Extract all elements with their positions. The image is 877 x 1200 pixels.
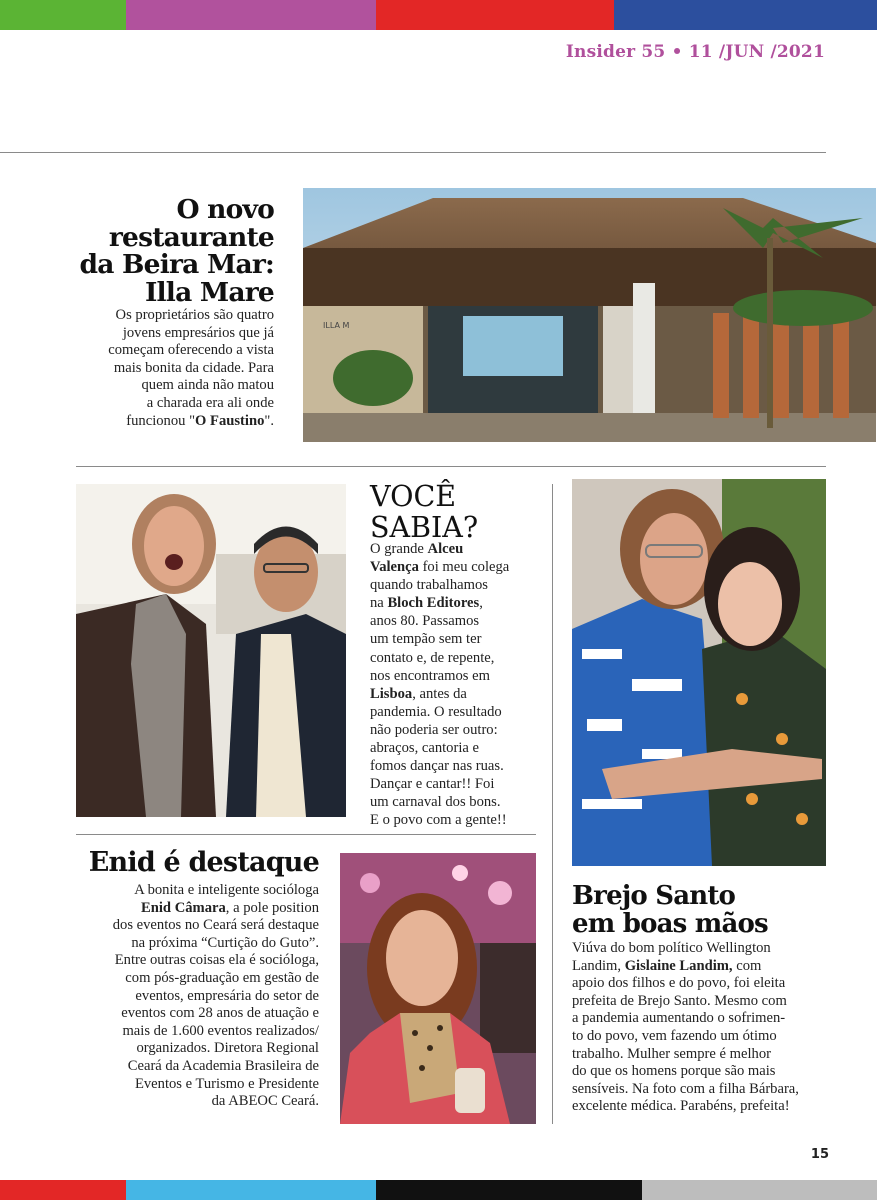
gislaine-landim-photo — [572, 479, 826, 866]
text-run: , a pole position — [225, 899, 319, 916]
voce-sabia-body — [370, 540, 545, 830]
voce-sabia-line: fomos dançar nas ruas. — [370, 758, 504, 775]
text-run: ". — [264, 412, 274, 429]
voce-sabia-line: anos 80. Passamos — [370, 613, 480, 630]
voce-sabia-headline — [370, 481, 540, 543]
brejo-headline-line: em boas mãos — [572, 909, 768, 939]
bottom-color-bar-black — [376, 1180, 642, 1200]
restaurant-sign-text: ILLA M — [323, 321, 350, 330]
section-divider-middle — [76, 834, 536, 835]
enid-line: com pós-graduação em gestão de — [125, 969, 319, 986]
enid-line: A bonita e inteligente socióloga — [134, 882, 319, 898]
enid-body — [49, 882, 319, 1111]
voce-sabia-line: um tempão sem ter — [370, 631, 482, 648]
voce-sabia-line: quando trabalhamos — [370, 577, 488, 594]
brejo-line: prefeita de Brejo Santo. Mesmo com — [572, 992, 787, 1009]
enid-line — [49, 900, 319, 918]
brejo-line — [572, 958, 834, 976]
faustino-bold: O Faustino — [195, 412, 265, 429]
header-divider — [0, 152, 826, 153]
bottom-color-bar-gray — [642, 1180, 877, 1200]
top-color-bar-blue — [614, 0, 877, 30]
restaurant-body-line: jovens empresários que já — [122, 324, 274, 341]
restaurant-headline-line: O novo — [176, 194, 274, 225]
brejo-headline-line: Brejo Santo — [572, 881, 736, 911]
gislaine-bold: Gislaine Landim, — [624, 957, 733, 974]
restaurant-body-line — [44, 413, 274, 431]
enid-headline: Enid é destaque — [88, 847, 319, 878]
voce-sabia-line — [370, 594, 545, 612]
restaurant-body-line: Os proprietários são quatro — [115, 307, 274, 323]
brejo-line: apoio dos filhos e do povo, foi eleita — [572, 975, 786, 992]
restaurant-photo — [303, 188, 876, 442]
enid-camara-photo — [340, 853, 536, 1124]
brejo-santo-headline — [572, 882, 832, 938]
voce-sabia-line: nos encontramos em — [370, 667, 490, 684]
voce-sabia-line — [370, 685, 545, 703]
enid-line: Entre outras coisas ela é socióloga, — [114, 952, 319, 969]
voce-sabia-line: E o povo com a gente!! — [370, 812, 507, 829]
brejo-line: trabalho. Mulher sempre é melhor — [572, 1045, 771, 1062]
text-run: Landim, — [572, 957, 625, 974]
voce-sabia-line: um carnaval dos bons. — [370, 794, 501, 811]
restaurant-headline-line: Illa Mare — [144, 276, 274, 308]
enid-line: na próxima “Curtição do Guto”. — [131, 934, 319, 951]
enid-line: da ABEOC Ceará. — [211, 1093, 319, 1110]
enid-line: eventos, empresária do setor de — [135, 987, 319, 1004]
text-run: funcionou " — [126, 412, 196, 429]
section-divider-top — [76, 466, 826, 467]
text-run: , antes da — [412, 685, 467, 702]
brejo-line: excelente médica. Parabéns, prefeita! — [572, 1098, 790, 1115]
lisboa-bold: Lisboa — [370, 685, 413, 702]
restaurant-body-line: começam oferecendo a vista — [108, 342, 274, 359]
brejo-line: sensíveis. Na foto com a filha Bárbara, — [572, 1080, 799, 1097]
brejo-line: do que os homens porque são mais — [572, 1063, 776, 1080]
enid-line: eventos com 28 anos de atuação e — [121, 1005, 319, 1022]
voce-sabia-headline-line: VOCÊ — [370, 480, 457, 513]
restaurant-body — [44, 307, 274, 430]
enid-line: Ceará da Academia Brasileira de — [127, 1057, 319, 1074]
bottom-color-bar-cyan — [126, 1180, 376, 1200]
top-color-bar-green — [0, 0, 126, 30]
bottom-color-bar-red — [0, 1180, 126, 1200]
text-run: , — [479, 595, 483, 612]
top-color-bar-red — [376, 0, 614, 30]
restaurant-body-line: quem ainda não matou — [141, 377, 274, 394]
restaurant-body-line: a charada era ali onde — [146, 394, 274, 411]
text-run: na — [370, 595, 388, 612]
text-run: O grande — [370, 541, 428, 557]
restaurant-headline-line: da Beira Mar: — [79, 249, 274, 280]
voce-sabia-line — [370, 540, 545, 558]
restaurant-body-line: mais bonita da cidade. Para — [113, 359, 274, 376]
top-color-bar-magenta — [126, 0, 376, 30]
voce-sabia-line — [370, 558, 545, 576]
column-divider — [552, 484, 553, 1124]
voce-sabia-line: contato e, de repente, — [370, 649, 495, 666]
alceu-valenca-photo — [76, 484, 346, 817]
brejo-line: to do povo, vem fazendo um ótimo — [572, 1027, 777, 1044]
brejo-santo-body — [572, 940, 834, 1116]
voce-sabia-line: abraços, cantoria e — [370, 740, 479, 757]
valenca-bold: Valença — [370, 559, 419, 576]
enid-line: dos eventos no Ceará será destaque — [112, 917, 319, 934]
enid-line: Eventos e Turismo e Presidente — [134, 1075, 319, 1092]
enid-line: mais de 1.600 eventos realizados/ — [122, 1022, 319, 1039]
page-number: 15 — [810, 1147, 829, 1162]
restaurant-headline-line: restaurante — [108, 221, 274, 253]
brejo-line: a pandemia aumentando o sofrimen- — [572, 1010, 786, 1027]
voce-sabia-line: não poderia ser outro: — [370, 721, 498, 738]
enid-camara-bold: Enid Câmara — [141, 899, 226, 916]
bloch-bold: Bloch Editores — [387, 595, 480, 612]
brejo-line: Viúva do bom político Wellington — [572, 940, 771, 956]
voce-sabia-line: Dançar e cantar!! Foi — [370, 776, 495, 793]
voce-sabia-headline-line: SABIA? — [370, 511, 479, 544]
issue-header: Insider 55 • 11 /JUN /2021 — [565, 42, 825, 62]
enid-line: organizados. Diretora Regional — [136, 1040, 319, 1057]
text-run: foi meu colega — [418, 559, 510, 576]
restaurant-headline — [44, 196, 274, 306]
text-run: com — [732, 957, 762, 974]
voce-sabia-line: pandemia. O resultado — [370, 703, 502, 720]
alceu-bold: Alceu — [427, 541, 464, 557]
